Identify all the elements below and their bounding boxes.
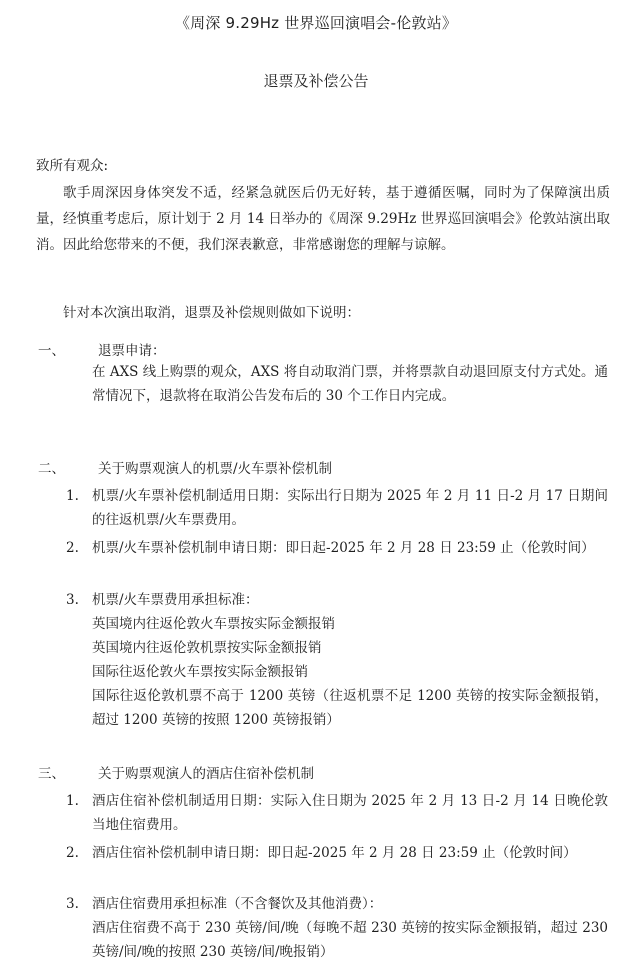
item-number: 3. [66, 896, 79, 912]
item-number: 2. [66, 540, 79, 556]
greeting: 致所有观众: [36, 158, 109, 174]
item-text: 酒店住宿费用承担标准（不含餐饮及其他消费）： [92, 896, 383, 912]
intro-paragraph: 歌手周深因身体突发不适，经紧急就医后仍无好转，基于遵循医嘱，同时为了保障演出质量，经慎重考虑后，原计划于 2 月 14 日举办的《周深 9.29Hz 世界巡回演唱会》伦敦站演出取消。因此给您带来的不便，我们深表歉意，非常感谢您的理解与谅解。 [36, 185, 610, 253]
item-text: 机票/火车票补偿机制申请日期：即日起-2025 年 2 月 28 日 23:59 止（伦敦时间） [92, 540, 595, 556]
item-detail: 英国境内往返伦敦机票按实际金额报销 [92, 640, 322, 656]
section-number: 二、 [38, 461, 65, 477]
list-item [66, 588, 608, 732]
document-title: 《周深 9.29Hz 世界巡回演唱会-伦敦站》 [174, 14, 458, 32]
item-number: 1. [66, 488, 79, 504]
item-text: 酒店住宿补偿机制适用日期：实际入住日期为 2025 年 2 月 13 日-2 月 14 日晚伦敦当地住宿费用。 [92, 793, 608, 833]
section-number: 一、 [38, 343, 65, 359]
list-item [66, 841, 608, 865]
section-2-heading [38, 457, 332, 477]
item-detail: 酒店住宿费不高于 230 英镑/间/晚（每晚不超 230 英镑的按实际金额报销，超过 230 英镑/间/晚的按照 230 英镑/间/晚报销） [92, 920, 608, 960]
list-item [66, 892, 608, 964]
item-detail: 国际往返伦敦机票不高于 1200 英镑（往返机票不足 1200 英镑的按实际金额报销，超过 1200 英镑的按照 1200 英镑报销） [92, 688, 608, 728]
document-subtitle: 退票及补偿公告 [263, 72, 369, 90]
item-number: 3. [66, 592, 79, 608]
item-number: 1. [66, 793, 79, 809]
item-text: 机票/火车票费用承担标准： [92, 592, 259, 608]
section-1-heading [38, 339, 166, 359]
item-detail: 国际往返伦敦火车票按实际金额报销 [92, 664, 308, 680]
section-1-body: 在 AXS 线上购票的观众，AXS 将自动取消门票，并将票款自动退回原支付方式处。通常情况下，退款将在取消公告发布后的 30 个工作日内完成。 [92, 364, 608, 404]
item-text: 机票/火车票补偿机制适用日期：实际出行日期为 2025 年 2 月 11 日-2 月 17 日期间的往返机票/火车票费用。 [92, 488, 608, 528]
section-3-heading [38, 762, 314, 782]
item-text: 酒店住宿补偿机制申请日期：即日起-2025 年 2 月 28 日 23:59 止（伦敦时间） [92, 845, 577, 861]
section-number: 三、 [38, 766, 65, 782]
item-number: 2. [66, 845, 79, 861]
section-title: 退票申请： [98, 343, 166, 359]
section-title: 关于购票观演人的酒店住宿补偿机制 [98, 766, 314, 782]
list-item [66, 789, 608, 837]
section-title: 关于购票观演人的机票/火车票补偿机制 [98, 461, 333, 477]
item-detail: 英国境内往返伦敦火车票按实际金额报销 [92, 616, 335, 632]
list-item [66, 536, 608, 560]
list-item [66, 484, 608, 532]
rules-intro: 针对本次演出取消，退票及补偿规则做如下说明： [63, 305, 360, 321]
